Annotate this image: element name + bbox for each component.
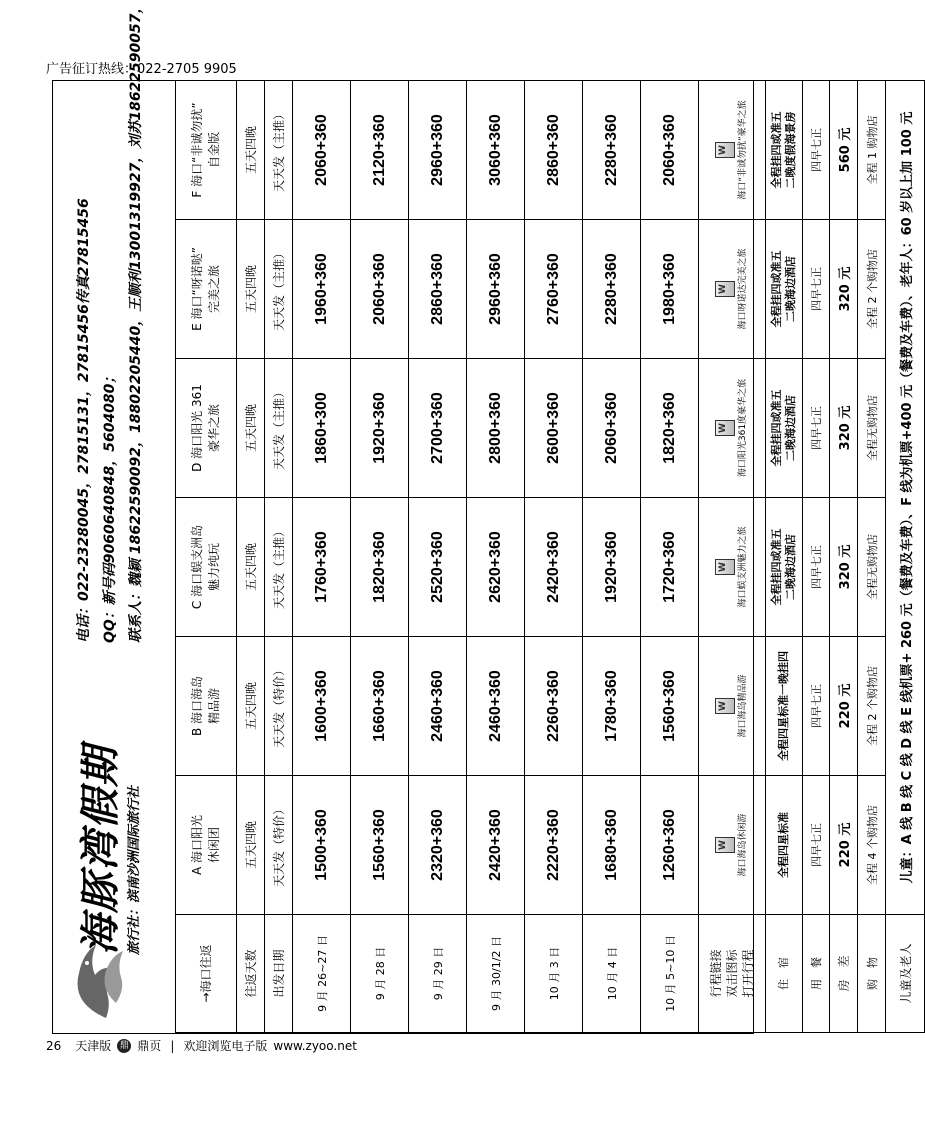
child-elderly-note: 儿童：A 线 B 线 C 线 D 线 E 线机票+ 260 元（餐费及车费）、F 线为机票+400 元（餐费及车费）、老年人：60 岁以上加 100 元 — [886, 81, 925, 915]
price-cell: 2460+360 — [467, 637, 525, 776]
table-row: 出发日期 天天发（特价） 天天发（特价） 天天发（主推） 天天发（主推） 天天发（主推） 天天发（主推） — [265, 81, 293, 1033]
column-header: E 海口“呀诺哒” 完美之旅 — [176, 220, 237, 359]
invite-text: 欢迎浏览电子版 — [183, 1039, 268, 1053]
price-cell: 2460+360 — [409, 637, 467, 776]
edition-badge-icon: 鼎 — [117, 1039, 131, 1053]
phone-line: 电话：022-23280045，27815131，27815456传真27815456 — [76, 198, 92, 643]
table-row: 房 差 220 元 220 元 320 元 320 元 320 元 560 元 — [830, 81, 858, 1033]
price-cell: 1720+360 — [641, 498, 699, 637]
itinerary-link[interactable]: W 海口“非诚勿扰”豪华之旅 — [699, 81, 766, 220]
table-row: 儿童及老人 儿童：A 线 B 线 C 线 D 线 E 线机票+ 260 元（餐费及车费）、F 线为机票+400 元（餐费及车费）、老年人：60 岁以上加 100 元 — [886, 81, 925, 1033]
date-label: 9 月 30/1/2 日 — [467, 915, 525, 1033]
price-cell: 1920+360 — [583, 498, 641, 637]
itinerary-link[interactable]: W 海口呀诺达完美之旅 — [699, 220, 766, 359]
price-cell: 1980+360 — [641, 220, 699, 359]
price-cell: 1860+300 — [293, 359, 351, 498]
price-cell: 2060+360 — [293, 81, 351, 220]
date-label: 9 月 28 日 — [351, 915, 409, 1033]
price-cell: 1500+360 — [293, 776, 351, 915]
price-row — [293, 81, 351, 1033]
price-cell: 2520+360 — [409, 498, 467, 637]
price-row — [525, 81, 583, 1033]
price-cell: 2860+360 — [409, 220, 467, 359]
price-cell: 2120+360 — [351, 81, 409, 220]
price-cell: 2320+360 — [409, 776, 467, 915]
itinerary-link[interactable]: W 海口蜈支洲魅力之旅 — [699, 498, 766, 637]
date-label: 10 月 3 日 — [525, 915, 583, 1033]
date-label: 10 月 5~10 日 — [641, 915, 699, 1033]
price-cell: 2420+360 — [525, 498, 583, 637]
price-cell: 1960+360 — [293, 220, 351, 359]
price-row — [351, 81, 409, 1033]
price-cell: 2060+360 — [583, 359, 641, 498]
document-icon[interactable] — [715, 837, 735, 853]
section-label: 鼎页 — [137, 1039, 162, 1053]
price-cell: 1600+360 — [293, 637, 351, 776]
page-number: 26 — [46, 1038, 62, 1053]
price-cell: 1780+360 — [583, 637, 641, 776]
price-cell: 2420+360 — [467, 776, 525, 915]
document-icon[interactable] — [715, 698, 735, 714]
price-cell: 2260+360 — [525, 637, 583, 776]
qq-line: QQ：新号码9060640848，5604080； — [102, 369, 118, 643]
date-label: 9 月 29 日 — [409, 915, 467, 1033]
table-row: 购 物 全程 4 个购物店 全程 2 个购物店 全程无购物店 全程无购物店 全程 2 个购物店 全程 1 购物店 — [858, 81, 886, 1033]
table-row: 往返天数 五天四晚 五天四晚 五天四晚 五天四晚 五天四晚 五天四晚 — [237, 81, 265, 1033]
price-cell: 1560+360 — [351, 776, 409, 915]
price-cell: 1920+360 — [351, 359, 409, 498]
itinerary-link[interactable]: W 海口海岛休闲游 — [699, 776, 766, 915]
table-row: 住 宿 全程四星标准 全程四星标准一晚挂四 全程挂四或准五 二晚海边酒店 全程挂四或准五 二晚海边酒店 全程挂四或准五 二晚海边酒店 全程挂四或准五 二晚度假海景房 — [766, 81, 803, 1033]
date-label: 9 月 26~27 日 — [293, 915, 351, 1033]
itinerary-link[interactable]: W 海口阳光361度豪华之旅 — [699, 359, 766, 498]
price-cell: 2620+360 — [467, 498, 525, 637]
price-cell: 2960+360 — [409, 81, 467, 220]
price-cell: 1660+360 — [351, 637, 409, 776]
column-header: C 海口蜈支洲岛 魅力纯玩 — [176, 498, 237, 637]
price-cell: 1560+360 — [641, 637, 699, 776]
price-cell: 2700+360 — [409, 359, 467, 498]
link-label: 行程链接 双击图标 打开行程 — [699, 915, 766, 1033]
price-cell: 2220+360 — [525, 776, 583, 915]
price-cell: 1820+360 — [351, 498, 409, 637]
column-header: D 海口阳光 361 豪华之旅 — [176, 359, 237, 498]
price-cell: 2280+360 — [583, 220, 641, 359]
price-cell: 1680+360 — [583, 776, 641, 915]
contacts-line: 联系人：魏颖 18622590092，18802205440，王顺利13001319927，刘苏18622590057， — [128, 0, 144, 643]
price-cell: 2600+360 — [525, 359, 583, 498]
column-header: A 海口阳光 休闲团 — [176, 776, 237, 915]
document-icon[interactable] — [715, 281, 735, 297]
price-cell: 2060+360 — [351, 220, 409, 359]
price-cell: 1760+360 — [293, 498, 351, 637]
footer-separator: | — [170, 1038, 175, 1053]
column-header: B 海口海岛 精品游 — [176, 637, 237, 776]
page-footer — [46, 1037, 357, 1054]
price-cell: 2860+360 — [525, 81, 583, 220]
price-cell: 2760+360 — [525, 220, 583, 359]
document-icon[interactable] — [715, 420, 735, 436]
price-row — [409, 81, 467, 1033]
price-cell: 3060+360 — [467, 81, 525, 220]
ad-hotline: 广告征订热线：022-2705 9905 — [46, 62, 237, 77]
contact-block — [71, 0, 149, 643]
price-cell: 2800+360 — [467, 359, 525, 498]
price-cell: 1260+360 — [641, 776, 699, 915]
column-header: F 海口“非诚勿扰” 自金版 — [176, 81, 237, 220]
brand-name: 海豚湾假期 — [77, 745, 124, 955]
agency-address: 旅行社：滨南沙洲国际旅行社 — [127, 785, 142, 955]
price-table — [175, 80, 925, 1033]
itinerary-link[interactable]: W 海口海岛精品游 — [699, 637, 766, 776]
price-row — [467, 81, 525, 1033]
edition-label: 天津版 — [75, 1039, 112, 1053]
price-cell: 2060+360 — [641, 81, 699, 220]
table-row: 用 餐 四早七正 四早七正 四早七正 四早七正 四早七正 四早七正 — [803, 81, 830, 1033]
price-cell: 2280+360 — [583, 81, 641, 220]
price-cell: 1820+360 — [641, 359, 699, 498]
date-label: 10 月 4 日 — [583, 915, 641, 1033]
site-link[interactable]: www.zyoo.net — [273, 1038, 357, 1053]
table-row — [699, 81, 766, 1033]
table-header-row — [176, 81, 237, 1033]
price-row — [583, 81, 641, 1033]
price-row — [641, 81, 699, 1033]
route-header: →海口往返 — [176, 915, 237, 1033]
price-cell: 2960+360 — [467, 220, 525, 359]
document-icon[interactable] — [715, 142, 735, 158]
document-icon[interactable] — [715, 559, 735, 575]
